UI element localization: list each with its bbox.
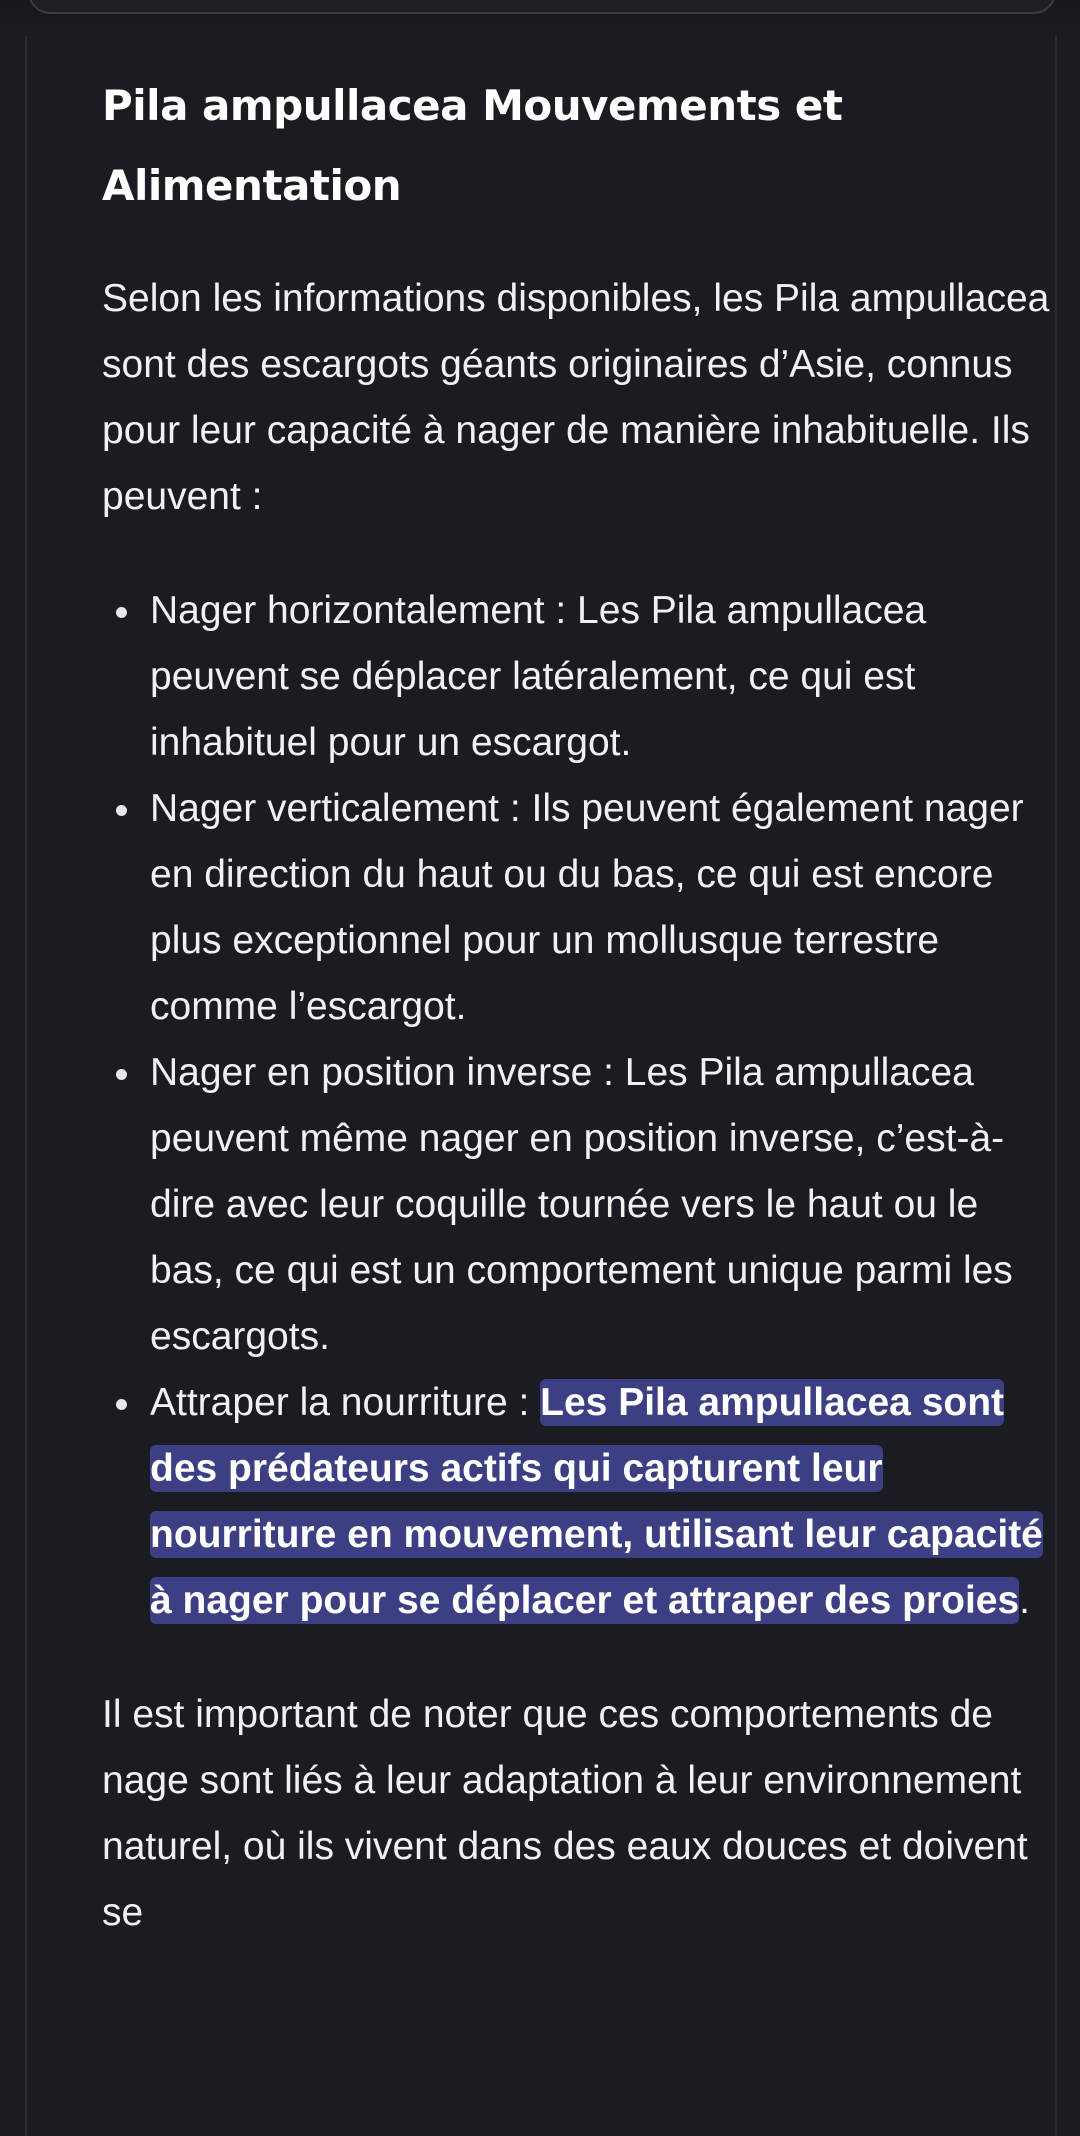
- list-item-suffix: .: [1019, 1579, 1031, 1622]
- list-item-text: Nager horizontalement : Les Pila ampullacea peuvent se déplacer latéralement, ce qui est inhabituel pour un escargot.: [150, 589, 927, 764]
- highlighted-text[interactable]: Les Pila ampullacea sont des prédateurs actifs qui capturent leur nourriture en mouvement, utilisant leur capacité à nager pour se déplacer et attraper des proies: [150, 1381, 1043, 1622]
- list-item: [102, 578, 1052, 776]
- list-item: [102, 1370, 1052, 1634]
- list-item: [102, 776, 1052, 1040]
- bullet-dot: [116, 607, 127, 618]
- response-card: [25, 36, 1057, 2136]
- response-content: [102, 66, 1052, 1946]
- bullet-dot: [116, 1069, 127, 1080]
- bullet-dot: [116, 1399, 127, 1410]
- list-item: [102, 1040, 1052, 1370]
- list-item-text: Nager verticalement : Ils peuvent également nager en direction du haut ou du bas, ce qui est encore plus exceptionnel pour un mollusque terrestre comme l’escargot.: [150, 787, 1024, 1028]
- closing-paragraph: Il est important de noter que ces comportements de nage sont liés à leur adaptation à leur environnement naturel, où ils vivent dans des eaux douces et doivent se: [102, 1693, 1028, 1934]
- list-item-prefix: Attraper la nourriture :: [150, 1381, 541, 1424]
- behavior-list: [102, 578, 1052, 1634]
- section-heading: Pila ampullacea Mouvements et Alimentation: [102, 81, 843, 210]
- input-bar-edge[interactable]: [28, 0, 1056, 14]
- list-item-text: Nager en position inverse : Les Pila ampullacea peuvent même nager en position inverse, c’est-à-dire avec leur coquille tournée vers le haut ou le bas, ce qui est un comportement unique parmi les escargots.: [150, 1051, 1013, 1358]
- intro-paragraph: Selon les informations disponibles, les Pila ampullacea sont des escargots géants originaires d’Asie, connus pour leur capacité à nager de manière inhabituelle. Ils peuvent :: [102, 277, 1050, 518]
- bullet-dot: [116, 805, 127, 816]
